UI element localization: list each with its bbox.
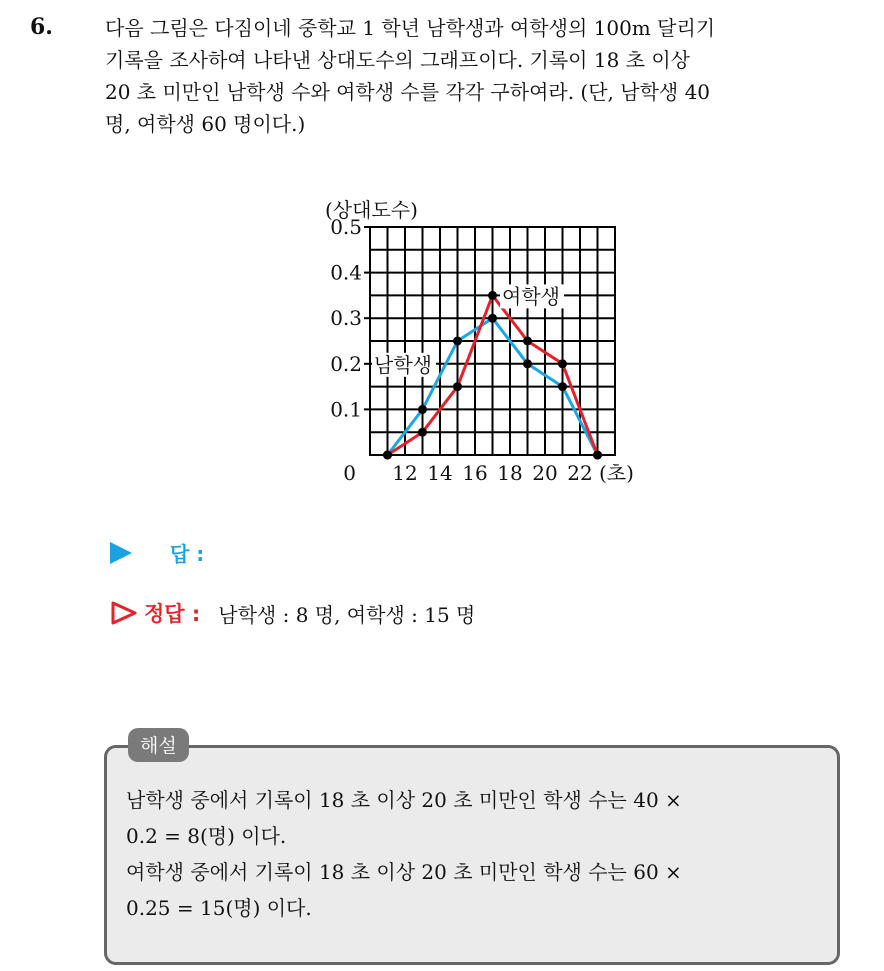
correct-answer-row xyxy=(110,598,475,628)
x-axis-label: (초) xyxy=(599,461,634,485)
data-point xyxy=(488,291,497,300)
explanation-line: 여학생 중에서 기록이 18 초 이상 20 초 미만인 학생 수는 60 × xyxy=(126,860,682,884)
series-label-boys: 남학생 xyxy=(374,352,432,377)
data-point xyxy=(453,382,462,391)
data-point xyxy=(523,337,532,346)
question-line: 명, 여학생 60 명이다.) xyxy=(105,112,306,136)
question-text xyxy=(105,12,865,140)
y-tick-label: 0.2 xyxy=(330,351,362,376)
question-line: 다음 그림은 다짐이네 중학교 1 학년 남학생과 여학생의 100m 달리기 xyxy=(105,16,716,40)
data-point xyxy=(418,405,427,414)
data-point xyxy=(593,451,602,460)
y-tick-label: 0.3 xyxy=(330,306,362,331)
y-tick-label: 0.1 xyxy=(330,397,362,422)
series-label-girls: 여학생 xyxy=(502,284,560,309)
explanation-line: 0.25 = 15(명) 이다. xyxy=(126,896,312,920)
question-line: 기록을 조사하여 나타낸 상대도수의 그래프이다. 기록이 18 초 이상 xyxy=(105,48,690,72)
x-tick-label: 22 xyxy=(567,461,593,485)
y-tick-label: 0.4 xyxy=(330,260,362,285)
origin-label: 0 xyxy=(343,461,356,485)
data-point xyxy=(558,359,567,368)
relative-frequency-chart xyxy=(310,190,650,490)
correct-answer-text: 남학생 : 8 명, 여학생 : 15 명 xyxy=(218,602,476,627)
data-point xyxy=(383,451,392,460)
data-point xyxy=(488,314,497,323)
play-triangle-icon xyxy=(110,542,132,564)
explanation-line: 남학생 중에서 기록이 18 초 이상 20 초 미만인 학생 수는 40 × xyxy=(126,788,682,812)
chart-grid xyxy=(370,227,615,455)
y-tick-label: 0.5 xyxy=(330,215,362,239)
question-line: 20 초 미만인 남학생 수와 여학생 수를 각각 구하여라. (단, 남학생 40 xyxy=(105,80,711,104)
x-tick-label: 12 xyxy=(392,461,418,485)
outline-triangle-icon xyxy=(110,600,138,626)
explanation-line: 0.2 = 8(명) 이다. xyxy=(126,824,287,848)
explanation-tag: 해설 xyxy=(128,728,189,762)
correct-answer-label: 정답 : xyxy=(144,602,201,626)
data-point xyxy=(558,382,567,391)
question-number: 6. xyxy=(30,14,53,40)
x-tick-label: 18 xyxy=(497,461,523,485)
answer-row xyxy=(110,538,204,567)
data-point xyxy=(523,359,532,368)
x-tick-label: 16 xyxy=(462,461,488,485)
y-axis-label: (상대도수) xyxy=(325,198,418,222)
data-point xyxy=(453,337,462,346)
explanation-text xyxy=(126,782,836,926)
x-tick-label: 20 xyxy=(532,461,558,485)
answer-label: 답 : xyxy=(170,542,205,566)
data-point xyxy=(418,428,427,437)
x-tick-label: 14 xyxy=(427,461,453,485)
